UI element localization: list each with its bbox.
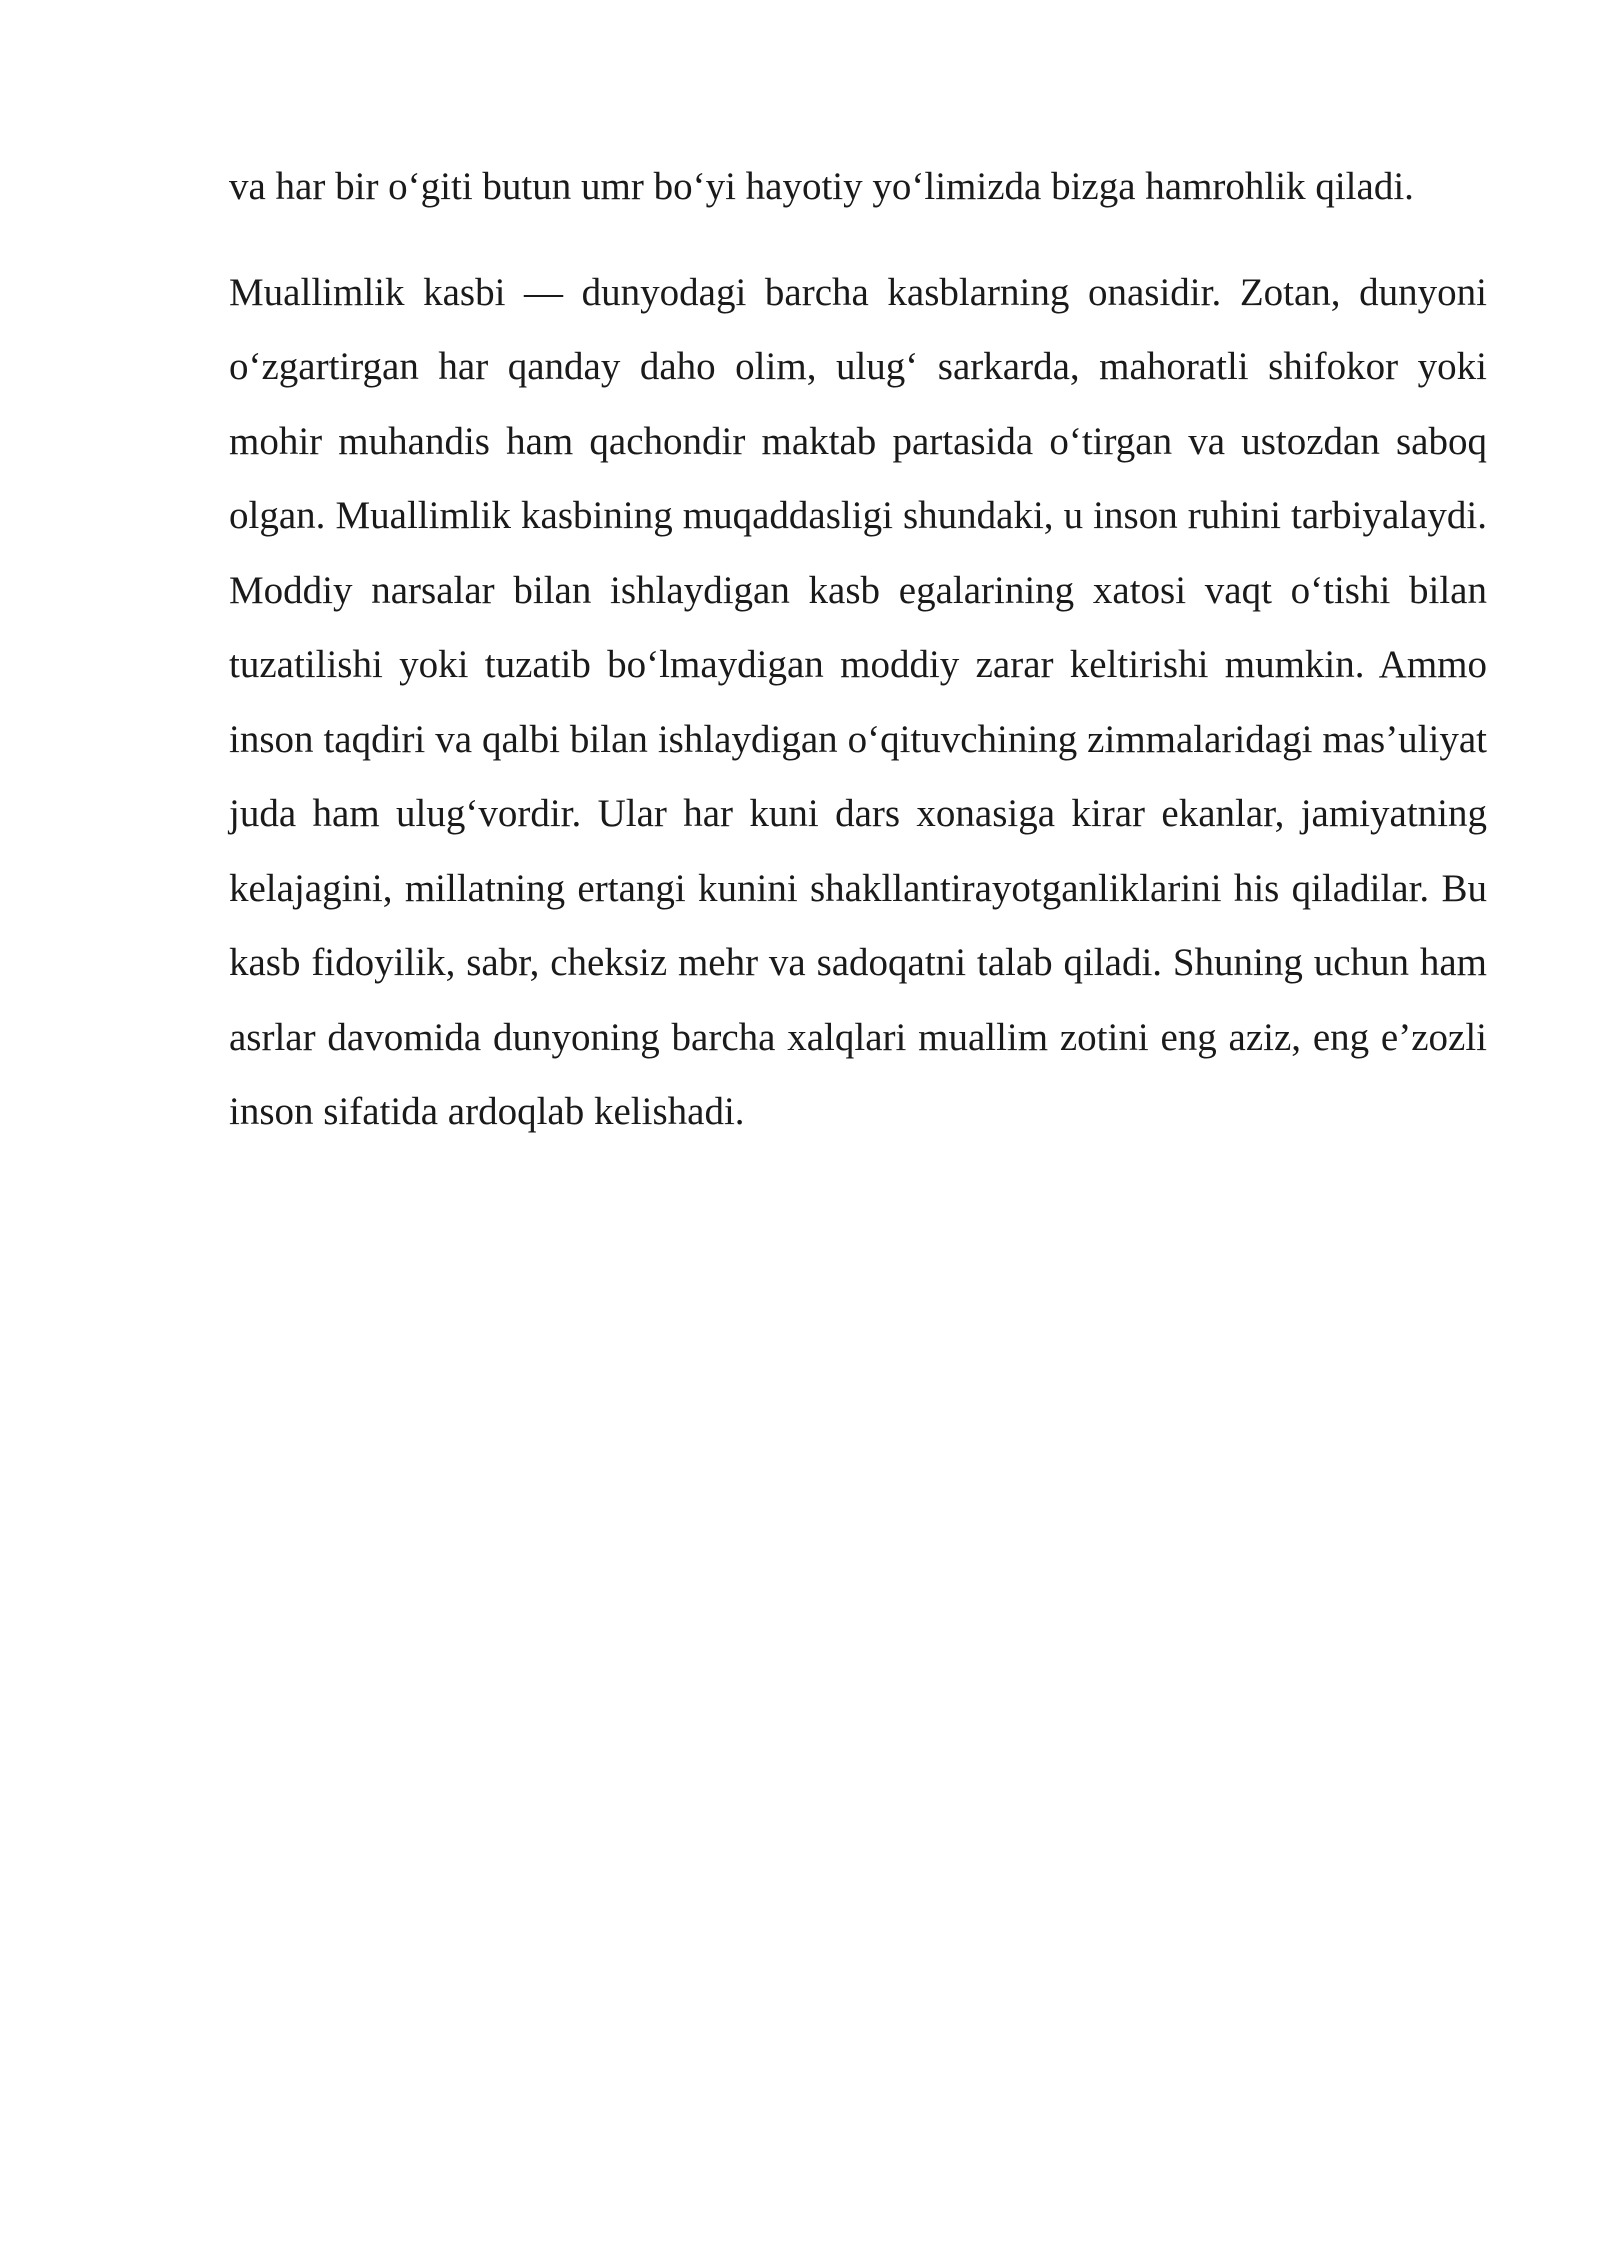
paragraph-continuation: va har bir o‘giti butun umr bo‘yi hayotiy yo‘limizda bizga hamrohlik qiladi. — [229, 165, 1414, 208]
paragraph-teaching-profession: Muallimlik kasbi — dunyodagi barcha kasblarning onasidir. Zotan, dunyoni o‘zgartirgan har qanday daho olim, ulug‘ sarkarda, mahoratli shifokor yoki mohir muhandis ham qachondir maktab partasida o‘tirgan va ustozdan saboq olgan. Muallimlik kasbining muqaddasligi shundaki, u inson ruhini tarbiyalaydi. Moddiy narsalar bilan ishlaydigan kasb egalarining xatosi vaqt o‘tishi bilan tuzatilishi yoki tuzatib bo‘lmaydigan moddiy zarar keltirishi mumkin. Ammo inson taqdiri va qalbi bilan ishlaydigan o‘qituvchining zimmalaridagi mas’uliyat juda ham ulug‘vordir. Ular har kuni dars xonasiga kirar ekanlar, jamiyatning kelajagini, millatning ertangi kunini shakllantirayotganliklarini his qiladilar. Bu kasb fidoyilik, sabr, cheksiz mehr va sadoqatni talab qiladi. Shuning uchun ham asrlar davomida dunyoning barcha xalqlari muallim zotini eng aziz, eng e’zozli inson sifatida ardoqlab kelishadi. — [229, 270, 1487, 1133]
document-body — [229, 150, 1487, 1150]
